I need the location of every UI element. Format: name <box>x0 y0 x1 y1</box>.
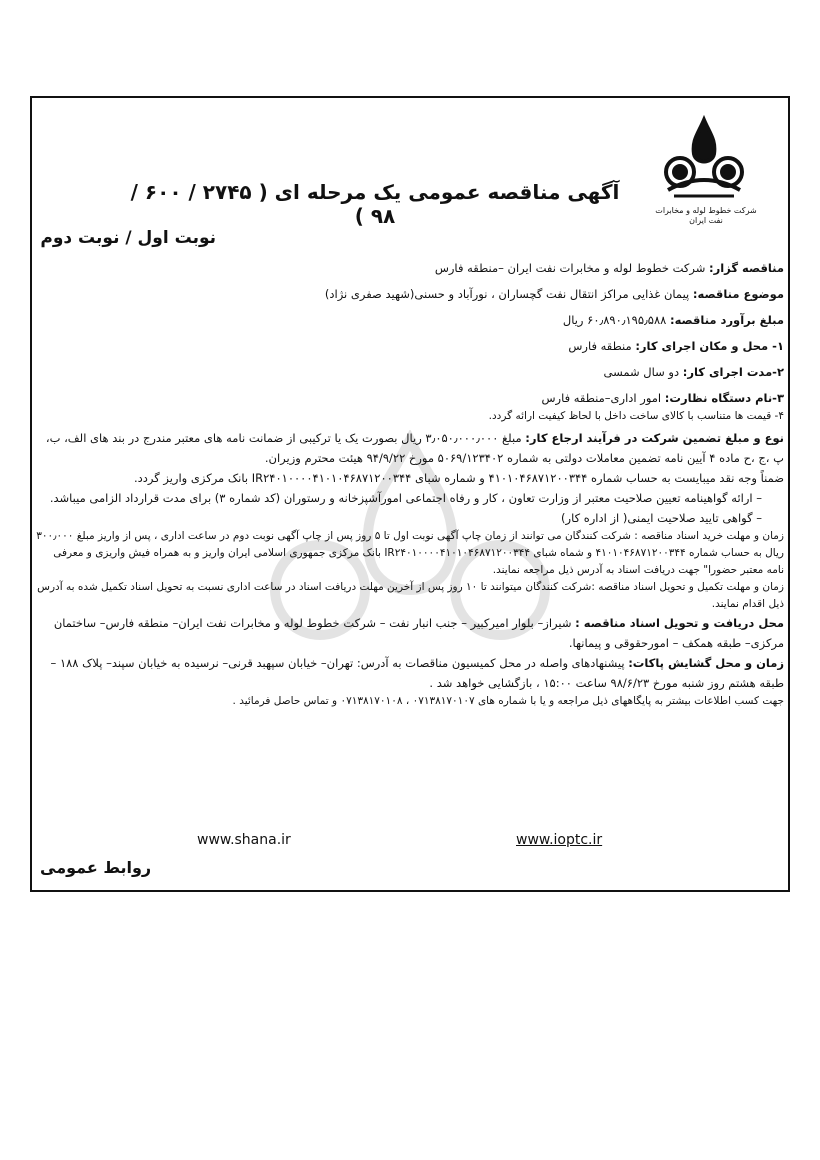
tenderer-line: مناقصه گزار: شرکت خطوط لوله و مخابرات نفت ایران –منطقه فارس <box>434 261 784 275</box>
subject-line: موضوع مناقصه: پیمان غذایی مراکز انتقال نفت گچساران ، نورآباد و حسنی(شهید صفری نژاد) <box>324 287 784 301</box>
ioptc-link[interactable]: www.ioptc.ir <box>516 832 603 848</box>
estimate-line: مبلغ برآورد مناقصه: ۶۰٫۸۹۰٫۱۹۵٫۵۸۸ ریال <box>562 313 784 327</box>
company-logo-icon <box>648 110 760 220</box>
notice-body <box>36 258 784 713</box>
completion-paragraph: زمان و مهلت تکمیل و تحویل اسناد مناقصه :شرکت کنندگان میتوانند تا ۱۰ روز پس از آخرین مهلت دریافت اسناد در ساعت اداری نسبت به تحویل اسناد تکمیل شده به آدرس ذیل اقدام نمایند. <box>37 581 784 610</box>
shana-link[interactable]: www.shana.ir <box>197 832 291 848</box>
public-relations-signature: روابط عمومی <box>40 858 152 877</box>
location-item: ۱- محل و مکان اجرای کار: منطقه فارس <box>568 339 784 353</box>
requirement-safety: – گواهی تایید صلاحیت ایمنی( از اداره کار) <box>561 511 762 525</box>
links-row <box>0 832 820 854</box>
contact-paragraph: جهت کسب اطلاعات بیشتر به پایگاههای ذیل مراجعه و یا با شماره های ۰۷۱۳۸۱۷۰۱۰۷ ، ۰۷۱۳۸۱۷۰۱۰۸ و تماس حاصل فرمائید . <box>232 695 784 707</box>
requirement-qualification: – ارائه گواهینامه تعیین صلاحیت معتبر از وزارت تعاون ، کار و رفاه اجتماعی امورآشپزخانه و رستوران (کد شماره ۳) برای مدت قرارداد الزامی میباشد. <box>49 491 762 505</box>
round-label: نوبت اول / نوبت دوم <box>40 228 216 248</box>
guarantee-paragraph: نوع و مبلغ تضمین شرکت در فرآیند ارجاع کار: مبلغ ۳٫۰۵۰٫۰۰۰٫۰۰۰ ریال بصورت یک یا ترکیبی از ضمانت نامه های معتبر مندرج در بند های الف، ب، پ ،ج ،ح ماده ۴ آیین نامه تضمین معاملات دولتی به شماره ۵۰۶۹/۱۲۳۴۰۲ مورخ ۹۴/۹/۲۲ هیئت محترم وزیران. <box>45 431 784 465</box>
address-paragraph: محل دریافت و تحویل اسناد مناقصه : شیراز– بلوار امیرکبیر – جنب انبار نفت – شرکت خطوط لوله و مخابرات نفت ایران– منطقه فارس– ساختمان مرکزی– طبقه همکف – امورحقوقی و پیمانها. <box>53 616 784 650</box>
purchase-paragraph: زمان و مهلت خرید اسناد مناقصه : شرکت کنندگان می توانند از زمان چاپ آگهی نوبت اول تا ۵ روز پس از چاپ آگهی نوبت دوم در ساعت اداری ، پس از واریز مبلغ ۳۰۰٫۰۰۰ ریال به حساب شماره ۴۱۰۱۰۴۶۸۷۱۲۰۰۳۴۴ و شماه شبای IR۲۴۰۱۰۰۰۰۴۱۰۱۰۴۶۸۷۱۲۰۰۳۴۴ بانک مرکزی جمهوری اسلامی ایران واریز و به همراه فیش واریزی و معرفی نامه معتبر حضورا" جهت دریافت اسناد به آدرس ذیل مراجعه نمایند. <box>36 530 784 576</box>
notice-title: آگهی مناقصه عمومی یک مرحله ای ( ۲۷۴۵ / ۶۰۰ / ۹۸ ) <box>130 180 620 228</box>
price-note-item: ۴- قیمت ها متناسب با کالای ساخت داخل با لحاظ کیفیت ارائه گردد. <box>488 410 784 422</box>
cash-note: ضمناً وجه نقد میبایست به حساب شماره ۴۱۰۱۰۴۶۸۷۱۲۰۰۳۴۴ و شماره شبای IR۲۴۰۱۰۰۰۰۴۱۰۱۰۴۶۸۷۱۲۰۰۳۴۴ بانک مرکزی واریز گردد. <box>134 471 784 485</box>
logo-caption: شرکت خطوط لوله و مخابرات نفت ایران <box>655 206 757 225</box>
opening-paragraph: زمان و محل گشایش پاکات: پیشنهادهای واصله در محل کمیسیون مناقصات به آدرس: تهران– خیابان سپهبد قرنی– نرسیده به خیابان سپند– پلاک ۱۸۸ – طبقه هشتم روز شنبه مورخ ۹۸/۶/۲۳ ساعت ۱۵:۰۰ ، بازگشایی خواهد شد . <box>50 656 784 690</box>
supervisor-item: ۳-نام دستگاه نظارت: امور اداری–منطقه فارس <box>541 391 784 405</box>
duration-item: ۲-مدت اجرای کار: دو سال شمسی <box>603 365 784 379</box>
